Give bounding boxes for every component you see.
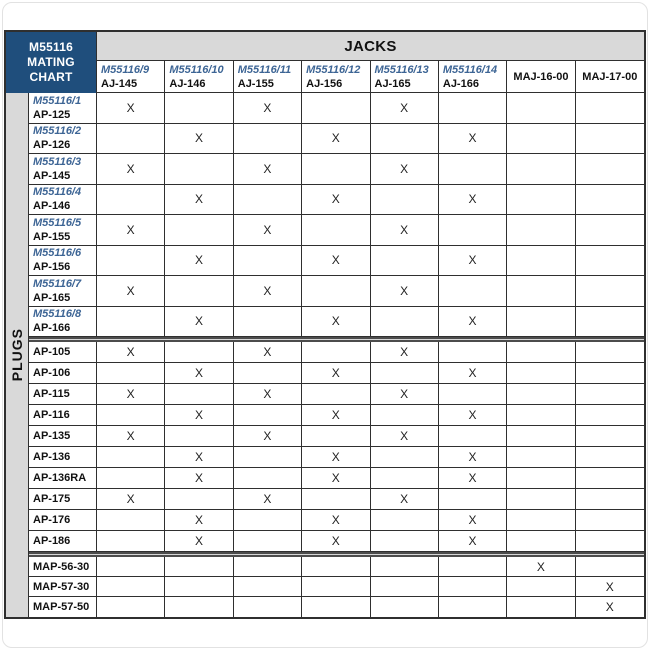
- empty-cell: [439, 154, 507, 185]
- empty-cell: [439, 342, 507, 363]
- row-label: [29, 93, 97, 124]
- row-label: [29, 124, 97, 155]
- mating-mark-cell: X: [165, 405, 233, 426]
- row-part-label: AP-156: [33, 261, 71, 274]
- row-spec-label: M55116/6: [33, 247, 82, 260]
- empty-cell: [302, 489, 370, 510]
- table-row: [29, 426, 644, 447]
- empty-cell: [302, 384, 370, 405]
- mating-mark-cell: X: [234, 154, 302, 185]
- mating-mark-cell: X: [371, 215, 439, 246]
- empty-cell: [507, 468, 575, 489]
- column-spec-label: M55116/12: [306, 63, 361, 76]
- empty-cell: [302, 597, 370, 617]
- empty-cell: [507, 246, 575, 277]
- table-row: [29, 531, 644, 552]
- empty-cell: [576, 531, 644, 552]
- empty-cell: [507, 363, 575, 384]
- table-row: [29, 405, 644, 426]
- mating-mark-cell: X: [165, 185, 233, 216]
- empty-cell: [97, 307, 165, 338]
- table-row: [29, 246, 644, 277]
- mating-mark-cell: X: [97, 154, 165, 185]
- empty-cell: [371, 307, 439, 338]
- mating-mark-cell: X: [439, 363, 507, 384]
- column-header: [302, 61, 370, 92]
- mating-mark-cell: X: [97, 93, 165, 124]
- table-row: [29, 342, 644, 363]
- mating-mark-cell: X: [371, 384, 439, 405]
- chart-title-box: [6, 32, 97, 93]
- mating-mark-cell: X: [234, 215, 302, 246]
- empty-cell: [507, 124, 575, 155]
- empty-cell: [302, 93, 370, 124]
- mating-mark-cell: X: [165, 307, 233, 338]
- empty-cell: [302, 577, 370, 597]
- empty-cell: [234, 363, 302, 384]
- row-spec-label: M55116/3: [33, 155, 82, 168]
- chart-title-line2: MATING CHART: [27, 55, 75, 84]
- plugs-group-strip: [6, 93, 29, 617]
- empty-cell: [507, 93, 575, 124]
- mating-mark-cell: X: [302, 246, 370, 277]
- mating-mark-cell: X: [302, 447, 370, 468]
- empty-cell: [234, 307, 302, 338]
- empty-cell: [507, 426, 575, 447]
- empty-cell: [97, 363, 165, 384]
- row-part-label: AP-146: [33, 200, 71, 213]
- empty-cell: [371, 468, 439, 489]
- empty-cell: [165, 342, 233, 363]
- column-header: [507, 61, 575, 92]
- row-label: [29, 577, 97, 597]
- column-header: [439, 61, 507, 92]
- column-spec-label: M55116/10: [169, 63, 224, 76]
- empty-cell: [234, 246, 302, 277]
- mating-mark-cell: X: [371, 342, 439, 363]
- mating-mark-cell: X: [439, 468, 507, 489]
- empty-cell: [234, 447, 302, 468]
- column-spec-label: M55116/11: [237, 63, 292, 76]
- empty-cell: [507, 405, 575, 426]
- row-part-label: AP-125: [33, 108, 71, 121]
- column-headers: [97, 61, 644, 93]
- mating-mark-cell: X: [439, 531, 507, 552]
- column-part-label: MAJ-16-00: [513, 70, 569, 83]
- empty-cell: [507, 276, 575, 307]
- column-spec-label: M55116/14: [442, 63, 498, 76]
- empty-cell: [302, 154, 370, 185]
- empty-cell: [507, 577, 575, 597]
- row-part-label: AP-126: [33, 139, 71, 152]
- mating-mark-cell: X: [576, 577, 644, 597]
- table-row: [29, 307, 644, 338]
- empty-cell: [97, 246, 165, 277]
- column-part-label: AJ-145: [101, 77, 138, 90]
- mating-mark-cell: X: [97, 426, 165, 447]
- empty-cell: [576, 405, 644, 426]
- mating-mark-cell: X: [97, 342, 165, 363]
- empty-cell: [507, 384, 575, 405]
- empty-cell: [371, 405, 439, 426]
- row-part-label: AP-145: [33, 169, 71, 182]
- empty-cell: [234, 468, 302, 489]
- column-spec-label: M55116/9: [101, 63, 150, 76]
- table-row: [29, 363, 644, 384]
- row-spec-label: M55116/2: [33, 125, 82, 138]
- empty-cell: [234, 577, 302, 597]
- empty-cell: [165, 426, 233, 447]
- row-part-label: AP-176: [33, 514, 71, 526]
- column-header: [371, 61, 439, 92]
- mating-mark-cell: X: [439, 246, 507, 277]
- empty-cell: [576, 215, 644, 246]
- empty-cell: [507, 531, 575, 552]
- mating-mark-cell: X: [234, 93, 302, 124]
- table-row: [29, 557, 644, 577]
- empty-cell: [371, 246, 439, 277]
- empty-cell: [576, 154, 644, 185]
- row-part-label: AP-166: [33, 322, 71, 335]
- row-part-label: AP-105: [33, 346, 71, 358]
- column-header: [234, 61, 302, 92]
- empty-cell: [165, 489, 233, 510]
- empty-cell: [507, 510, 575, 531]
- column-part-label: AJ-155: [237, 77, 274, 90]
- table-row: [29, 468, 644, 489]
- row-part-label: MAP-56-30: [33, 560, 90, 573]
- empty-cell: [439, 577, 507, 597]
- mating-mark-cell: X: [576, 597, 644, 617]
- row-part-label: AP-165: [33, 291, 71, 304]
- table-row: [29, 185, 644, 216]
- empty-cell: [234, 597, 302, 617]
- mating-mark-cell: X: [439, 510, 507, 531]
- mating-mark-cell: X: [165, 468, 233, 489]
- table-row: [29, 597, 644, 617]
- empty-cell: [165, 276, 233, 307]
- row-label: [29, 363, 97, 384]
- empty-cell: [576, 276, 644, 307]
- row-part-label: MAP-57-50: [33, 601, 90, 613]
- row-label: [29, 154, 97, 185]
- empty-cell: [576, 510, 644, 531]
- row-spec-label: M55116/4: [33, 186, 82, 199]
- empty-cell: [97, 531, 165, 552]
- empty-cell: [234, 557, 302, 577]
- empty-cell: [165, 154, 233, 185]
- empty-cell: [507, 489, 575, 510]
- empty-cell: [371, 557, 439, 577]
- empty-cell: [371, 510, 439, 531]
- column-part-label: AJ-146: [169, 77, 206, 90]
- empty-cell: [165, 577, 233, 597]
- empty-cell: [371, 124, 439, 155]
- empty-cell: [371, 577, 439, 597]
- row-label: [29, 468, 97, 489]
- empty-cell: [576, 342, 644, 363]
- empty-cell: [97, 405, 165, 426]
- row-part-label: AP-106: [33, 367, 71, 379]
- empty-cell: [439, 93, 507, 124]
- table-row: [29, 154, 644, 185]
- row-label: [29, 307, 97, 338]
- empty-cell: [302, 276, 370, 307]
- empty-cell: [371, 447, 439, 468]
- row-label: [29, 342, 97, 363]
- mating-mark-cell: X: [439, 124, 507, 155]
- empty-cell: [234, 185, 302, 216]
- empty-cell: [165, 93, 233, 124]
- empty-cell: [507, 342, 575, 363]
- column-part-label: AJ-156: [306, 77, 343, 90]
- mating-mark-cell: X: [507, 557, 575, 577]
- row-label: [29, 489, 97, 510]
- table-header: [6, 32, 644, 93]
- empty-cell: [439, 276, 507, 307]
- chart-title-line1: M55116: [29, 40, 73, 54]
- mating-mark-cell: X: [97, 215, 165, 246]
- row-label: [29, 276, 97, 307]
- empty-cell: [302, 426, 370, 447]
- empty-cell: [302, 557, 370, 577]
- empty-cell: [439, 597, 507, 617]
- mating-mark-cell: X: [234, 342, 302, 363]
- mating-mark-cell: X: [234, 384, 302, 405]
- mating-mark-cell: X: [439, 447, 507, 468]
- table-row: [29, 489, 644, 510]
- empty-cell: [507, 154, 575, 185]
- row-label: [29, 384, 97, 405]
- mating-mark-cell: X: [439, 185, 507, 216]
- row-label: [29, 185, 97, 216]
- empty-cell: [234, 124, 302, 155]
- empty-cell: [234, 531, 302, 552]
- empty-cell: [576, 363, 644, 384]
- row-part-label: AP-135: [33, 430, 71, 442]
- empty-cell: [576, 246, 644, 277]
- row-label: [29, 426, 97, 447]
- table-row: [29, 93, 644, 124]
- mating-mark-cell: X: [302, 510, 370, 531]
- mating-mark-cell: X: [371, 489, 439, 510]
- mating-mark-cell: X: [165, 246, 233, 277]
- row-label: [29, 215, 97, 246]
- empty-cell: [371, 597, 439, 617]
- plugs-group-label: PLUGS: [9, 328, 25, 382]
- column-header: [576, 61, 644, 92]
- table-row: [29, 384, 644, 405]
- empty-cell: [439, 426, 507, 447]
- column-part-label: AJ-166: [442, 77, 479, 90]
- mating-mark-cell: X: [165, 363, 233, 384]
- row-part-label: MAP-57-30: [33, 580, 90, 593]
- mating-mark-cell: X: [234, 426, 302, 447]
- mating-mark-cell: X: [234, 276, 302, 307]
- row-part-label: AP-116: [33, 409, 70, 421]
- mating-mark-cell: X: [97, 489, 165, 510]
- empty-cell: [234, 405, 302, 426]
- mating-mark-cell: X: [97, 384, 165, 405]
- column-part-label: MAJ-17-00: [582, 70, 638, 83]
- empty-cell: [165, 384, 233, 405]
- empty-cell: [165, 557, 233, 577]
- table-row: [29, 510, 644, 531]
- row-part-label: AP-136RA: [33, 472, 87, 484]
- row-part-label: AP-136: [33, 451, 71, 463]
- mating-mark-cell: X: [165, 124, 233, 155]
- empty-cell: [507, 597, 575, 617]
- row-label: [29, 531, 97, 552]
- empty-cell: [507, 185, 575, 216]
- empty-cell: [371, 531, 439, 552]
- table-row: [29, 215, 644, 246]
- table-row: [29, 276, 644, 307]
- table-rows: [29, 93, 644, 617]
- row-spec-label: M55116/7: [33, 277, 82, 290]
- empty-cell: [576, 489, 644, 510]
- jacks-header-area: [97, 32, 644, 93]
- mating-mark-cell: X: [371, 93, 439, 124]
- row-label: [29, 510, 97, 531]
- empty-cell: [439, 384, 507, 405]
- empty-cell: [576, 124, 644, 155]
- empty-cell: [97, 468, 165, 489]
- empty-cell: [165, 597, 233, 617]
- column-header: [97, 61, 165, 92]
- row-part-label: AP-186: [33, 535, 71, 547]
- empty-cell: [97, 557, 165, 577]
- mating-mark-cell: X: [97, 276, 165, 307]
- empty-cell: [576, 468, 644, 489]
- empty-cell: [97, 124, 165, 155]
- empty-cell: [576, 93, 644, 124]
- row-part-label: AP-115: [33, 388, 70, 400]
- mating-mark-cell: X: [439, 307, 507, 338]
- empty-cell: [576, 426, 644, 447]
- table-row: [29, 124, 644, 155]
- mating-mark-cell: X: [302, 468, 370, 489]
- empty-cell: [439, 557, 507, 577]
- row-spec-label: M55116/5: [33, 216, 82, 229]
- empty-cell: [576, 447, 644, 468]
- empty-cell: [507, 307, 575, 338]
- row-label: [29, 246, 97, 277]
- mating-mark-cell: X: [371, 154, 439, 185]
- jacks-group-label: JACKS: [97, 32, 644, 61]
- row-spec-label: M55116/8: [33, 308, 82, 321]
- mating-mark-cell: X: [439, 405, 507, 426]
- mating-mark-cell: X: [165, 531, 233, 552]
- row-part-label: AP-155: [33, 230, 71, 243]
- empty-cell: [507, 447, 575, 468]
- table-body-area: [6, 93, 644, 617]
- empty-cell: [234, 510, 302, 531]
- empty-cell: [576, 557, 644, 577]
- empty-cell: [302, 215, 370, 246]
- mating-mark-cell: X: [165, 510, 233, 531]
- empty-cell: [439, 215, 507, 246]
- empty-cell: [97, 447, 165, 468]
- empty-cell: [302, 342, 370, 363]
- empty-cell: [97, 185, 165, 216]
- table-row: [29, 447, 644, 468]
- row-part-label: AP-175: [33, 493, 71, 505]
- row-label: [29, 597, 97, 617]
- mating-mark-cell: X: [165, 447, 233, 468]
- empty-cell: [371, 185, 439, 216]
- row-label: [29, 405, 97, 426]
- row-label: [29, 557, 97, 577]
- mating-mark-cell: X: [302, 307, 370, 338]
- mating-mark-cell: X: [302, 124, 370, 155]
- mating-mark-cell: X: [234, 489, 302, 510]
- mating-mark-cell: X: [371, 426, 439, 447]
- empty-cell: [576, 384, 644, 405]
- empty-cell: [97, 597, 165, 617]
- empty-cell: [97, 577, 165, 597]
- row-spec-label: M55116/1: [33, 94, 82, 107]
- empty-cell: [507, 215, 575, 246]
- mating-mark-cell: X: [302, 185, 370, 216]
- table-row: [29, 577, 644, 597]
- empty-cell: [576, 185, 644, 216]
- row-label: [29, 447, 97, 468]
- column-header: [165, 61, 233, 92]
- mating-chart-table: [4, 30, 646, 619]
- column-part-label: AJ-165: [374, 77, 411, 90]
- empty-cell: [97, 510, 165, 531]
- mating-mark-cell: X: [371, 276, 439, 307]
- empty-cell: [439, 489, 507, 510]
- mating-mark-cell: X: [302, 363, 370, 384]
- empty-cell: [371, 363, 439, 384]
- empty-cell: [165, 215, 233, 246]
- column-spec-label: M55116/13: [374, 63, 429, 76]
- empty-cell: [576, 307, 644, 338]
- mating-mark-cell: X: [302, 531, 370, 552]
- mating-mark-cell: X: [302, 405, 370, 426]
